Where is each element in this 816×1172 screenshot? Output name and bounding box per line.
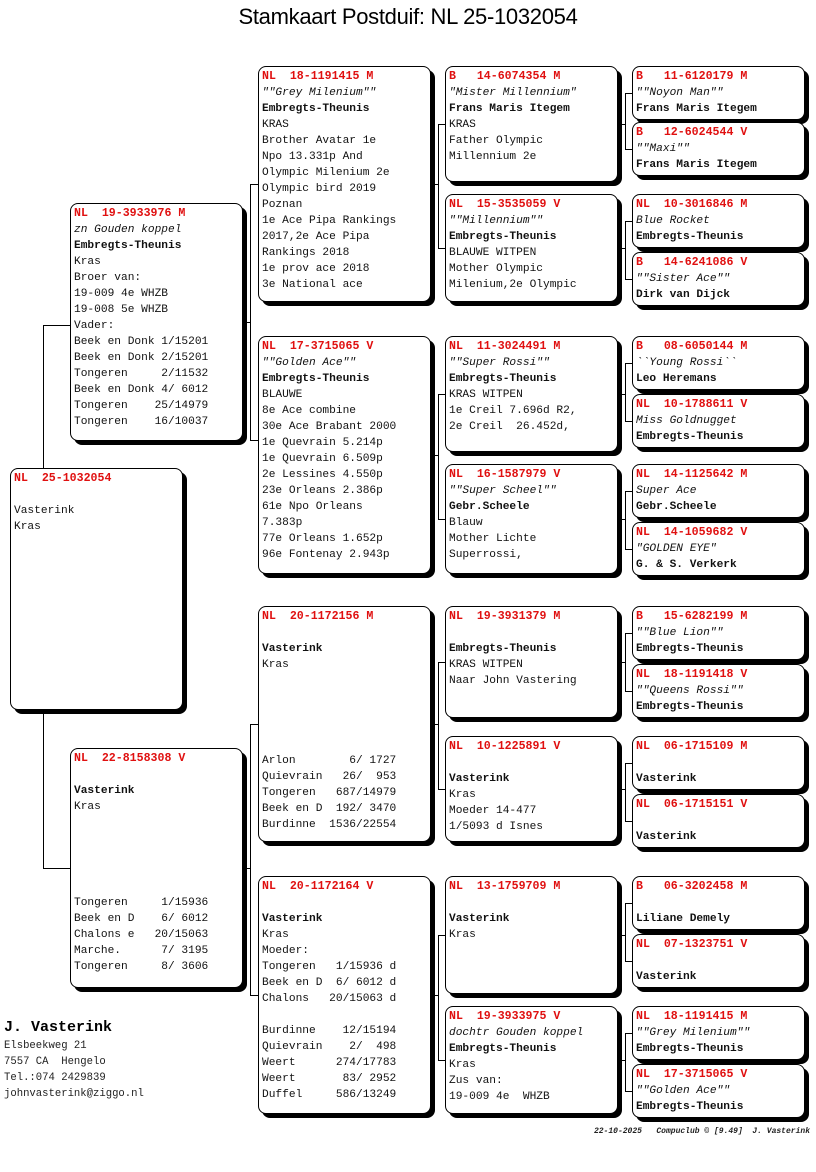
connector-line <box>618 789 625 790</box>
pigeon-name: ""Super Rossi"" <box>449 357 550 369</box>
info-line: Millennium 2e <box>449 151 537 163</box>
connector-line <box>625 763 626 821</box>
connector-line <box>625 1033 626 1091</box>
owner-name: Vasterink <box>262 913 323 925</box>
subject-card[interactable] <box>10 468 183 710</box>
great-great-grandparent-card[interactable] <box>632 736 805 790</box>
info-line: KRAS WITPEN <box>449 659 523 671</box>
owner-name: G. & S. Verkerk <box>636 559 737 571</box>
connector-line <box>438 394 445 395</box>
connector-line <box>625 763 632 764</box>
pigeon-name: "GOLDEN EYE" <box>636 543 717 555</box>
info-line: Rankings 2018 <box>262 247 350 259</box>
info-line: Vader: <box>74 320 115 332</box>
owner-name: Gebr.Scheele <box>449 501 530 513</box>
ring-number: NL 17-3715065 V <box>636 1068 748 1081</box>
info-line <box>74 879 239 895</box>
pigeon-name <box>636 895 801 911</box>
info-line: Burdinne 12/15194 <box>262 1025 397 1037</box>
connector-line <box>431 724 438 725</box>
ring-number: B 12-6024544 V <box>636 126 748 139</box>
info-line <box>262 1007 427 1023</box>
ring-number: NL 07-1323751 V <box>636 938 748 951</box>
ring-number: B 15-6282199 M <box>636 610 748 623</box>
info-line: 7.383p <box>262 517 303 529</box>
connector-line <box>618 1060 625 1061</box>
print-footer: 22-10-2025 Compuclub © [9.49] J. Vasterink <box>593 1127 810 1136</box>
owner-name: Vasterink <box>636 773 697 785</box>
info-line <box>262 737 427 753</box>
ring-number: NL 06-1715151 V <box>636 798 748 811</box>
owner-name: Embregts-Theunis <box>636 1101 744 1113</box>
info-line: 1e Quevrain 6.509p <box>262 453 383 465</box>
info-line: Kras <box>74 801 101 813</box>
info-line: Moeder 14-477 <box>449 805 537 817</box>
info-line <box>74 831 239 847</box>
connector-line <box>438 248 445 249</box>
info-line: 1/5093 d Isnes <box>449 821 543 833</box>
breeder-contact <box>4 1018 144 1102</box>
connector-line <box>625 491 632 492</box>
connector-line <box>625 1091 632 1092</box>
pigeon-name: ""Golden Ace"" <box>636 1085 730 1097</box>
connector-line <box>618 935 625 936</box>
grandparent-card[interactable] <box>258 336 431 574</box>
pigeon-name: ""Millennium"" <box>449 215 543 227</box>
info-line: Chalons 20/15063 d <box>262 993 397 1005</box>
great-great-grandparent-card[interactable] <box>632 794 805 848</box>
info-line: Weert 274/17783 <box>262 1057 397 1069</box>
connector-line <box>438 789 445 790</box>
owner-name: Embregts-Theunis <box>262 103 370 115</box>
great-grandparent-card[interactable] <box>445 194 618 302</box>
owner-name: Embregts-Theunis <box>636 1043 744 1055</box>
ring-number: NL 14-1125642 M <box>636 468 748 481</box>
owner-name: Vasterink <box>449 773 510 785</box>
ring-number: B 08-6050144 M <box>636 340 748 353</box>
owner-name: Gebr.Scheele <box>636 501 717 513</box>
connector-line <box>625 221 632 222</box>
info-line: Olympic bird 2019 <box>262 183 377 195</box>
info-line: Npo 13.331p And <box>262 151 363 163</box>
connector-line <box>625 363 626 421</box>
connector-line <box>43 710 44 868</box>
owner-name: Embregts-Theunis <box>636 643 744 655</box>
owner-name: Embregts-Theunis <box>449 231 557 243</box>
great-grandparent-card[interactable] <box>445 606 618 718</box>
connector-line <box>438 662 445 663</box>
info-line: 23e Orleans 2.386p <box>262 485 383 497</box>
info-line <box>262 689 427 705</box>
owner-name: Dirk van Dijck <box>636 289 730 301</box>
connector-line <box>625 93 626 149</box>
info-line: Mother Olympic <box>449 263 543 275</box>
connector-line <box>618 248 625 249</box>
info-line: Beek en Donk 4/ 6012 <box>74 384 209 396</box>
owner-name: Embregts-Theunis <box>262 373 370 385</box>
ring-number: NL 10-3016846 M <box>636 198 748 211</box>
great-great-grandparent-card[interactable] <box>632 336 805 390</box>
grandparent-card[interactable] <box>258 876 431 1114</box>
ring-number: NL 18-1191415 M <box>636 1010 748 1023</box>
info-line: Tongeren 687/14979 <box>262 787 397 799</box>
info-line: 8e Ace combine <box>262 405 356 417</box>
info-line: 1e Quevrain 5.214p <box>262 437 383 449</box>
connector-line <box>625 279 632 280</box>
pigeon-name: ``Young Rossi`` <box>636 357 737 369</box>
info-line: 61e Npo Orleans <box>262 501 363 513</box>
connector-line <box>438 124 445 125</box>
ring-number: NL 22-8158308 V <box>74 752 186 765</box>
great-great-grandparent-card[interactable] <box>632 1006 805 1060</box>
connector-line <box>43 868 70 869</box>
owner-name: Leo Heremans <box>636 373 717 385</box>
pigeon-name: ""Golden Ace"" <box>262 357 356 369</box>
pigeon-name <box>449 625 614 641</box>
ring-number: NL 18-1191418 V <box>636 668 748 681</box>
pigeon-name: Super Ace <box>636 485 697 497</box>
pigeon-name: "Mister Millennium" <box>449 87 577 99</box>
info-line: Kras <box>262 929 289 941</box>
great-grandparent-card[interactable] <box>445 736 618 842</box>
great-great-grandparent-card[interactable] <box>632 606 805 660</box>
connector-line <box>250 724 251 995</box>
connector-line <box>618 124 625 125</box>
info-line <box>262 721 427 737</box>
info-line: Poznan <box>262 199 303 211</box>
ring-number: NL 20-1172164 V <box>262 880 374 893</box>
info-line <box>74 815 239 831</box>
great-grandparent-card[interactable] <box>445 336 618 452</box>
info-line: 1e Creil 7.696d R2, <box>449 405 577 417</box>
info-line: Tongeren 1/15936 d <box>262 961 397 973</box>
ring-number: NL 19-3931379 M <box>449 610 561 623</box>
info-line: Beek en D 6/ 6012 d <box>262 977 397 989</box>
info-line: Beek en Donk 1/15201 <box>74 336 209 348</box>
connector-line <box>625 903 632 904</box>
owner-name: Vasterink <box>262 643 323 655</box>
ring-number: NL 19-3933976 M <box>74 207 186 220</box>
connector-line <box>243 868 250 869</box>
info-line: 2e Creil 26.452d, <box>449 421 570 433</box>
pigeon-name <box>636 813 801 829</box>
pigeon-name: dochtr Gouden koppel <box>449 1027 584 1039</box>
pigeon-name: zn Gouden koppel <box>74 224 182 236</box>
connector-line <box>618 662 625 663</box>
connector-line <box>431 455 438 456</box>
pigeon-name: ""Grey Milenium"" <box>636 1027 751 1039</box>
info-line: Tongeren 25/14979 <box>74 400 209 412</box>
info-line: Arlon 6/ 1727 <box>262 755 397 767</box>
info-line: Tongeren 16/10037 <box>74 416 209 428</box>
connector-line <box>250 440 258 441</box>
info-line: Superrossi, <box>449 549 523 561</box>
ring-number: B 14-6074354 M <box>449 70 561 83</box>
owner-name: Embregts-Theunis <box>636 701 744 713</box>
great-great-grandparent-card[interactable] <box>632 1064 805 1118</box>
connector-line <box>438 394 439 519</box>
info-line: Tongeren 1/15936 <box>74 897 209 909</box>
owner-name: Embregts-Theunis <box>636 431 744 443</box>
info-line: Olympic Milenium 2e <box>262 167 390 179</box>
info-line: BLAUWE WITPEN <box>449 247 537 259</box>
great-great-grandparent-card[interactable] <box>632 522 805 576</box>
info-line: 19-009 4e WHZB <box>74 288 168 300</box>
owner-name: Embregts-Theunis <box>449 373 557 385</box>
great-great-grandparent-card[interactable] <box>632 122 805 176</box>
info-line: Brother Avatar 1e <box>262 135 377 147</box>
info-line: 19-009 4e WHZB <box>449 1091 550 1103</box>
pigeon-name: ""Queens Rossi"" <box>636 685 744 697</box>
info-line <box>262 673 427 689</box>
info-line: 3e National ace <box>262 279 363 291</box>
info-line: Quievrain 2/ 498 <box>262 1041 397 1053</box>
info-line: Kras <box>74 256 101 268</box>
great-great-grandparent-card[interactable] <box>632 66 805 120</box>
connector-line <box>618 394 625 395</box>
connector-line <box>243 322 250 323</box>
great-grandparent-card[interactable] <box>445 66 618 182</box>
info-line: Burdinne 1536/22554 <box>262 819 397 831</box>
pigeon-name <box>449 755 614 771</box>
great-great-grandparent-card[interactable] <box>632 394 805 448</box>
owner-name: Vasterink <box>636 971 697 983</box>
owner-name: Embregts-Theunis <box>449 1043 557 1055</box>
mother-card[interactable] <box>70 748 243 988</box>
great-grandparent-card[interactable] <box>445 464 618 574</box>
connector-line <box>438 1060 445 1061</box>
info-line: 2e Lessines 4.550p <box>262 469 383 481</box>
pigeon-name <box>449 895 614 911</box>
connector-line <box>625 93 632 94</box>
connector-line <box>625 549 632 550</box>
breeder-address: Elsbeekweg 21 <box>4 1040 87 1052</box>
ring-number: NL 20-1172156 M <box>262 610 374 623</box>
great-great-grandparent-card[interactable] <box>632 876 805 930</box>
info-line: 19-008 5e WHZB <box>74 304 168 316</box>
info-line: Beek en D 192/ 3470 <box>262 803 397 815</box>
info-line: Quievrain 26/ 953 <box>262 771 397 783</box>
connector-line <box>625 633 632 634</box>
info-line: Blauw <box>449 517 483 529</box>
info-line: Broer van: <box>74 272 142 284</box>
connector-line <box>250 724 258 725</box>
owner-name: Vasterink <box>449 913 510 925</box>
info-line <box>14 487 179 503</box>
connector-line <box>250 995 258 996</box>
great-great-grandparent-card[interactable] <box>632 252 805 306</box>
connector-line <box>250 184 258 185</box>
info-line: BLAUWE <box>262 389 303 401</box>
info-line <box>262 705 427 721</box>
info-line: Naar John Vastering <box>449 675 577 687</box>
pigeon-name <box>74 767 239 783</box>
info-line <box>74 863 239 879</box>
ring-number: NL 25-1032054 <box>14 472 112 485</box>
info-line: Kras <box>449 1059 476 1071</box>
owner-name: Frans Maris Itegem <box>636 159 757 171</box>
connector-line <box>438 935 439 1060</box>
info-line: Chalons e 20/15063 <box>74 929 209 941</box>
pigeon-name: ""Super Scheel"" <box>449 485 557 497</box>
info-line: Tongeren 2/11532 <box>74 368 209 380</box>
ring-number: NL 10-1788611 V <box>636 398 748 411</box>
connector-line <box>43 325 44 468</box>
info-line: Duffel 586/13249 <box>262 1089 397 1101</box>
ring-number: NL 10-1225891 V <box>449 740 561 753</box>
info-line: Beek en Donk 2/15201 <box>74 352 209 364</box>
info-line: 2017,2e Ace Pipa <box>262 231 370 243</box>
connector-line <box>438 124 439 248</box>
father-card[interactable] <box>70 203 243 441</box>
ring-number: NL 19-3933975 V <box>449 1010 561 1023</box>
great-great-grandparent-card[interactable] <box>632 934 805 988</box>
info-line: KRAS <box>449 119 476 131</box>
owner-name: Liliane Demely <box>636 913 730 925</box>
info-line: Zus van: <box>449 1075 503 1087</box>
owner-name: Vasterink <box>636 831 697 843</box>
connector-line <box>618 519 625 520</box>
pigeon-name <box>262 625 427 641</box>
connector-line <box>625 491 626 549</box>
info-line: Kras <box>449 929 476 941</box>
info-line: Vasterink <box>14 505 75 517</box>
connector-line <box>43 325 70 326</box>
info-line: 30e Ace Brabant 2000 <box>262 421 397 433</box>
info-line: Kras <box>449 789 476 801</box>
info-line: Mother Lichte <box>449 533 537 545</box>
ring-number: NL 15-3535059 V <box>449 198 561 211</box>
connector-line <box>625 1033 632 1034</box>
breeder-name: J. Vasterink <box>4 1019 113 1036</box>
ring-number: NL 13-1759709 M <box>449 880 561 893</box>
ring-number: NL 16-1587979 V <box>449 468 561 481</box>
breeder-city: 7557 CA Hengelo <box>4 1056 106 1068</box>
connector-line <box>438 662 439 789</box>
pigeon-name: ""Grey Milenium"" <box>262 87 377 99</box>
ring-number: NL 06-1715109 M <box>636 740 748 753</box>
pigeon-name: ""Maxi"" <box>636 143 690 155</box>
connector-line <box>625 633 626 691</box>
connector-line <box>438 519 445 520</box>
owner-name: Embregts-Theunis <box>636 231 744 243</box>
connector-line <box>625 221 626 279</box>
great-grandparent-card[interactable] <box>445 876 618 994</box>
ring-number: NL 17-3715065 V <box>262 340 374 353</box>
pigeon-name: ""Noyon Man"" <box>636 87 724 99</box>
owner-name: Frans Maris Itegem <box>449 103 570 115</box>
owner-name: Frans Maris Itegem <box>636 103 757 115</box>
pigeon-name <box>262 895 427 911</box>
info-line: 96e Fontenay 2.943p <box>262 549 390 561</box>
ring-number: B 14-6241086 V <box>636 256 748 269</box>
ring-number: B 11-6120179 M <box>636 70 748 83</box>
connector-line <box>625 961 632 962</box>
connector-line <box>250 184 251 440</box>
page-title: Stamkaart Postduif: NL 25-1032054 <box>238 4 578 29</box>
info-line <box>74 847 239 863</box>
info-line: Weert 83/ 2952 <box>262 1073 397 1085</box>
great-grandparent-card[interactable] <box>445 1006 618 1114</box>
info-line: Kras <box>262 659 289 671</box>
info-line: Beek en D 6/ 6012 <box>74 913 209 925</box>
pigeon-name <box>636 755 801 771</box>
connector-line <box>625 821 632 822</box>
info-line: Moeder: <box>262 945 309 957</box>
info-line: 1e Ace Pipa Rankings <box>262 215 397 227</box>
pigeon-name: Blue Rocket <box>636 215 710 227</box>
breeder-email[interactable]: johnvasterink@ziggo.nl <box>4 1088 144 1100</box>
pigeon-name <box>636 953 801 969</box>
owner-name: Vasterink <box>74 785 135 797</box>
info-line: Marche. 7/ 3195 <box>74 945 209 957</box>
ring-number: B 06-3202458 M <box>636 880 748 893</box>
breeder-phone: Tel.:074 2429839 <box>4 1072 106 1084</box>
info-line: KRAS WITPEN <box>449 389 523 401</box>
owner-name: Embregts-Theunis <box>449 643 557 655</box>
connector-line <box>625 421 632 422</box>
ring-number: NL 14-1059682 V <box>636 526 748 539</box>
info-line: Tongeren 8/ 3606 <box>74 961 209 973</box>
info-line: 1e prov ace 2018 <box>262 263 370 275</box>
great-great-grandparent-card[interactable] <box>632 194 805 248</box>
grandparent-card[interactable] <box>258 66 431 302</box>
connector-line <box>625 363 632 364</box>
connector-line <box>431 184 438 185</box>
info-line: 77e Orleans 1.652p <box>262 533 383 545</box>
pigeon-name: ""Sister Ace"" <box>636 273 730 285</box>
info-line: Milenium,2e Olympic <box>449 279 577 291</box>
great-great-grandparent-card[interactable] <box>632 664 805 718</box>
connector-line <box>625 149 632 150</box>
great-great-grandparent-card[interactable] <box>632 464 805 518</box>
pigeon-name: Miss Goldnugget <box>636 415 737 427</box>
connector-line <box>625 691 632 692</box>
ring-number: NL 18-1191415 M <box>262 70 374 83</box>
connector-line <box>438 935 445 936</box>
owner-name: Embregts-Theunis <box>74 240 182 252</box>
connector-line <box>431 995 438 996</box>
info-line: KRAS <box>262 119 289 131</box>
info-line: Father Olympic <box>449 135 543 147</box>
grandparent-card[interactable] <box>258 606 431 842</box>
pigeon-name: ""Blue Lion"" <box>636 627 724 639</box>
connector-line <box>625 903 626 961</box>
info-line: Kras <box>14 521 41 533</box>
ring-number: NL 11-3024491 M <box>449 340 561 353</box>
